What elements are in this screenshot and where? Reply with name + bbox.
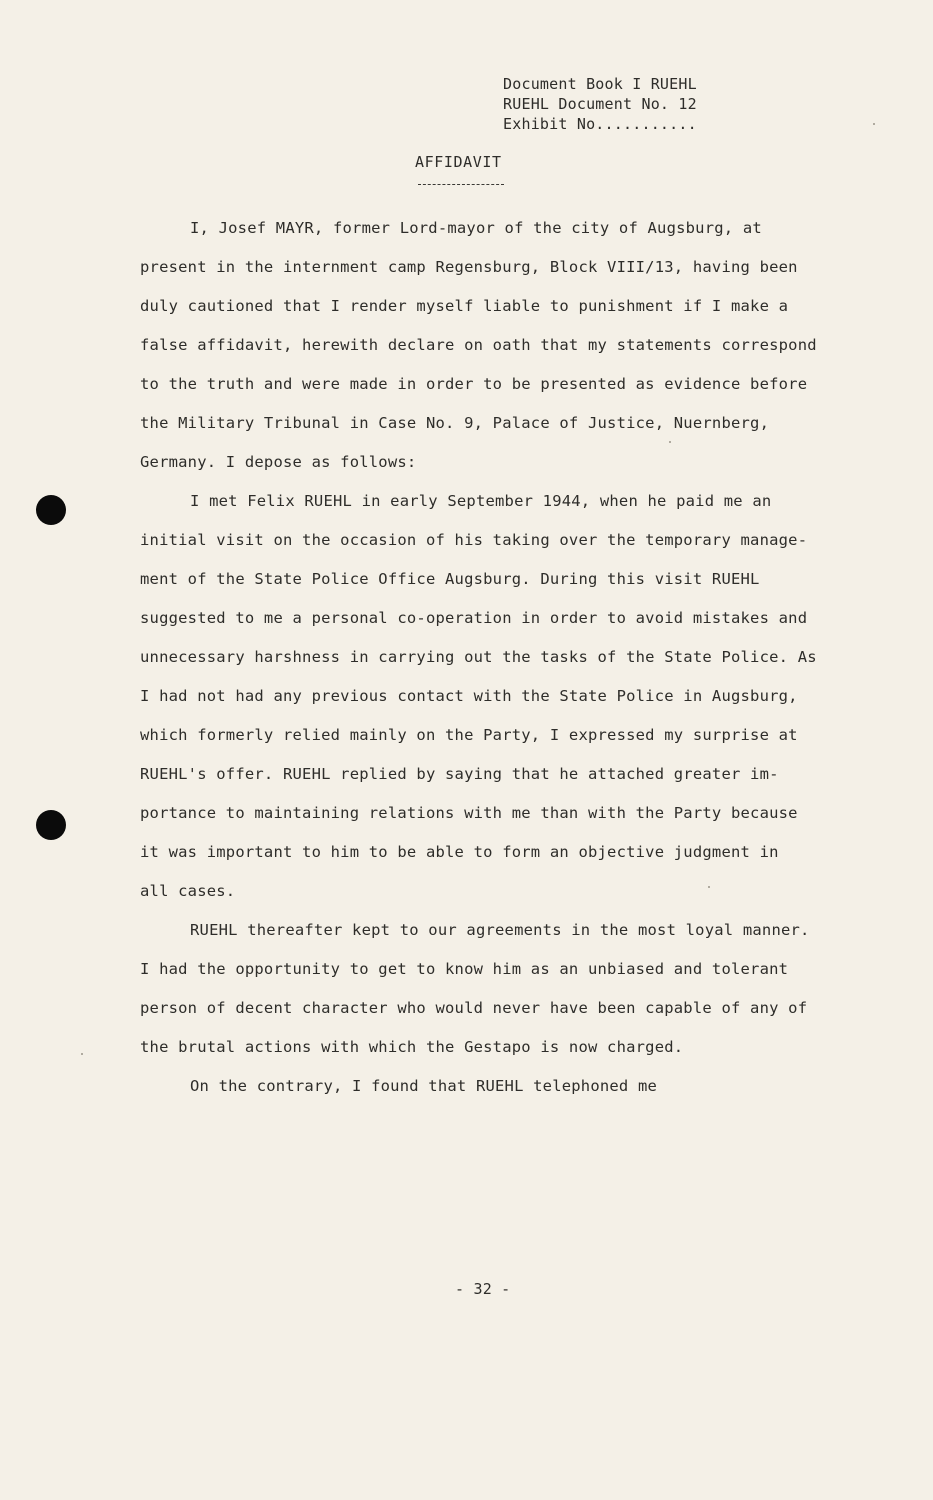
text-line: unnecessary harshness in carrying out the tasks of the State Police. As [140,648,817,666]
header-document-book: Document Book I RUEHL [503,75,697,93]
text-line: to the truth and were made in order to be presented as evidence before [140,375,808,393]
text-line: person of decent character who would never have been capable of any of [140,999,808,1017]
page-number: - 32 - [455,1280,511,1298]
paper-speck [81,1053,83,1055]
paragraph-contrary [140,1067,840,1106]
punch-hole-lower [36,810,66,840]
paper-speck [873,123,875,125]
text-line: portance to maintaining relations with me than with the Party because [140,804,798,822]
paragraph-first-meeting [140,482,840,911]
document-header [503,74,697,134]
text-line: suggested to me a personal co-operation in order to avoid mistakes and [140,609,808,627]
text-line: false affidavit, herewith declare on oath that my statements correspond [140,336,817,354]
text-line: present in the internment camp Regensburg, Block VIII/13, having been [140,258,798,276]
title-underline [418,184,504,185]
paragraph-character [140,911,840,1067]
text-line: the brutal actions with which the Gestapo is now charged. [140,1038,684,1056]
text-line: I had the opportunity to get to know him as an unbiased and tolerant [140,960,789,978]
document-title: AFFIDAVIT [415,153,502,171]
text-line: On the contrary, I found that RUEHL telephoned me [190,1077,658,1095]
header-exhibit-number: Exhibit No........... [503,115,697,133]
text-line: I met Felix RUEHL in early September 1944, when he paid me an [190,492,772,510]
text-line: I, Josef MAYR, former Lord-mayor of the city of Augsburg, at [190,219,762,237]
header-document-number: RUEHL Document No. 12 [503,95,697,113]
text-line: I had not had any previous contact with the State Police in Augsburg, [140,687,798,705]
text-line: all cases. [140,882,236,900]
text-line: the Military Tribunal in Case No. 9, Palace of Justice, Nuernberg, [140,414,770,432]
text-line: ment of the State Police Office Augsburg. During this visit RUEHL [140,570,760,588]
affidavit-body [140,209,840,1106]
text-line: which formerly relied mainly on the Party, I expressed my surprise at [140,726,798,744]
text-line: it was important to him to be able to form an objective judgment in [140,843,779,861]
paragraph-introduction [140,209,840,482]
text-line: RUEHL's offer. RUEHL replied by saying that he attached greater im- [140,765,779,783]
text-line: Germany. I depose as follows: [140,453,417,471]
punch-hole-upper [36,495,66,525]
text-line: initial visit on the occasion of his taking over the temporary manage- [140,531,808,549]
text-line: RUEHL thereafter kept to our agreements in the most loyal manner. [190,921,810,939]
text-line: duly cautioned that I render myself liable to punishment if I make a [140,297,789,315]
